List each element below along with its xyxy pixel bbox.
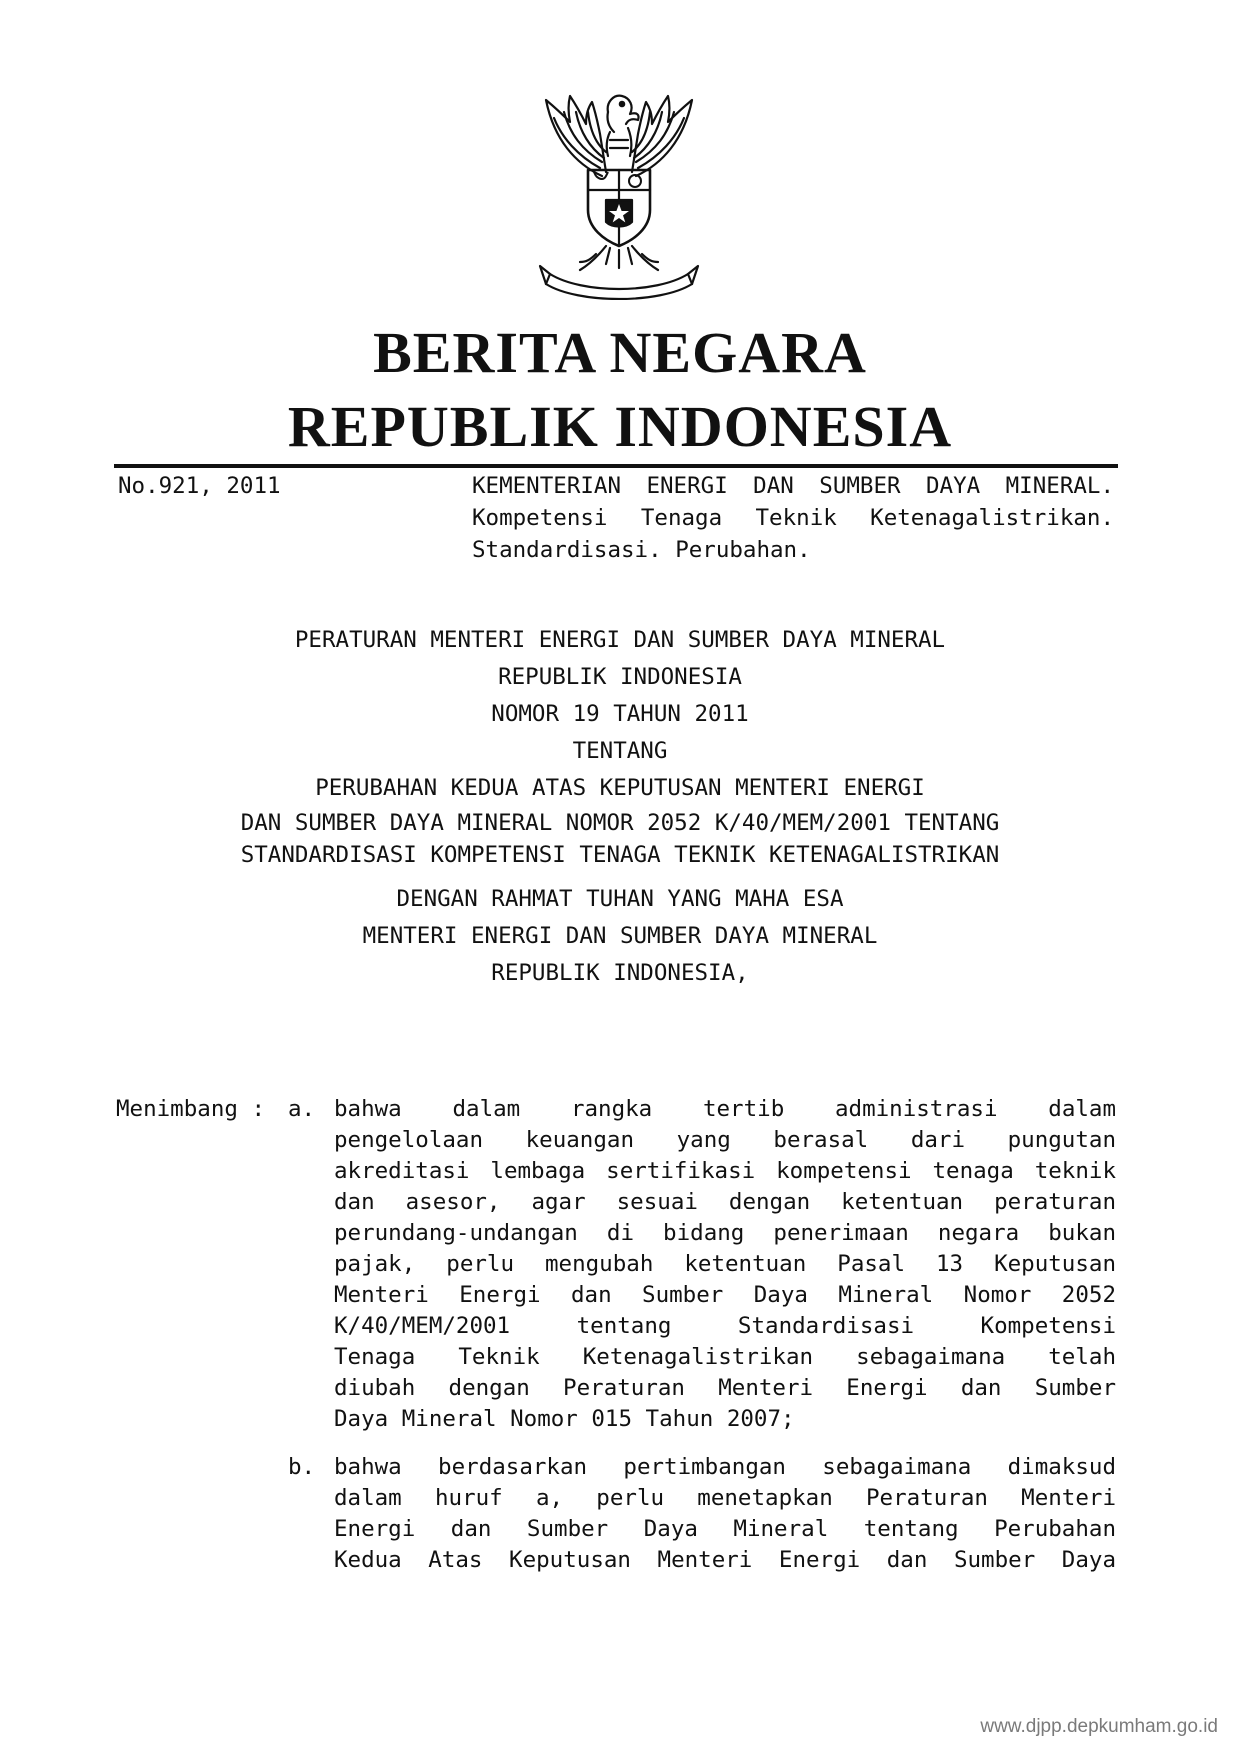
title-line: PERUBAHAN KEDUA ATAS KEPUTUSAN MENTERI ENERGI — [315, 775, 925, 801]
item-line: bahwa dalam rangka tertib administrasi dalam — [334, 1096, 1116, 1122]
masthead-line-2: REPUBLIK INDONESIA — [287, 394, 953, 459]
item-line: dan asesor, agar sesuai dengan ketentuan peraturan — [334, 1189, 1116, 1215]
preamble-line: REPUBLIK INDONESIA, — [491, 960, 749, 986]
preamble-line: MENTERI ENERGI DAN SUMBER DAYA MINERAL — [362, 923, 878, 949]
title-line: STANDARDISASI KOMPETENSI TENAGA TEKNIK KETENAGALISTRIKAN — [240, 842, 1000, 868]
item-line: Energi dan Sumber Daya Mineral tentang Perubahan — [334, 1516, 1116, 1542]
item-line: akreditasi lembaga sertifikasi kompetensi tenaga teknik — [334, 1158, 1116, 1184]
title-line: TENTANG — [572, 738, 668, 764]
item-line: bahwa berdasarkan pertimbangan sebagaimana dimaksud — [334, 1454, 1116, 1480]
item-line: Menteri Energi dan Sumber Daya Mineral Nomor 2052 — [334, 1282, 1116, 1308]
preamble-line: DENGAN RAHMAT TUHAN YANG MAHA ESA — [396, 886, 844, 912]
item-line: dalam huruf a, perlu menetapkan Peraturan Menteri — [334, 1485, 1116, 1511]
item-line: Tenaga Teknik Ketenagalistrikan sebagaimana telah — [334, 1344, 1116, 1370]
item-line: Kedua Atas Keputusan Menteri Energi dan Sumber Daya — [334, 1547, 1116, 1573]
item-line: perundang-undangan di bidang penerimaan negara bukan — [334, 1220, 1116, 1246]
masthead-line-1: BERITA NEGARA — [373, 320, 867, 385]
item-line: pengelolaan keuangan yang berasal dari pungutan — [334, 1127, 1116, 1153]
masthead-rule — [114, 464, 1118, 468]
title-line: DAN SUMBER DAYA MINERAL NOMOR 2052 K/40/MEM/2001 TENTANG — [240, 810, 1000, 836]
item-letter: b. — [288, 1454, 316, 1480]
title-line: NOMOR 19 TAHUN 2011 — [491, 701, 749, 727]
title-line: REPUBLIK INDONESIA — [498, 664, 742, 690]
item-line: diubah dengan Peraturan Menteri Energi dan Sumber — [334, 1375, 1116, 1401]
regulation-title — [120, 622, 1120, 992]
title-line: PERATURAN MENTERI ENERGI DAN SUMBER DAYA MINERAL — [294, 627, 946, 653]
item-letter: a. — [288, 1096, 316, 1122]
gazette-summary: KEMENTERIAN ENERGI DAN SUMBER DAYA MINERAL. Kompetensi Tenaga Teknik Ketenagalistrikan. Standardisasi. Perubahan. — [472, 473, 1114, 563]
footer-url: www.djpp.depkumham.go.id — [980, 1716, 1218, 1737]
spacer — [120, 871, 1120, 881]
considering-label: Menimbang : — [116, 1096, 266, 1122]
gazette-number: No.921, 2011 — [118, 473, 281, 499]
garuda-emblem-icon — [510, 78, 728, 300]
item-line: Daya Mineral Nomor 015 Tahun 2007; — [334, 1406, 795, 1432]
item-line: pajak, perlu mengubah ketentuan Pasal 13 Keputusan — [334, 1251, 1116, 1277]
item-line: K/40/MEM/2001 tentang Standardisasi Kompetensi — [334, 1313, 1116, 1339]
